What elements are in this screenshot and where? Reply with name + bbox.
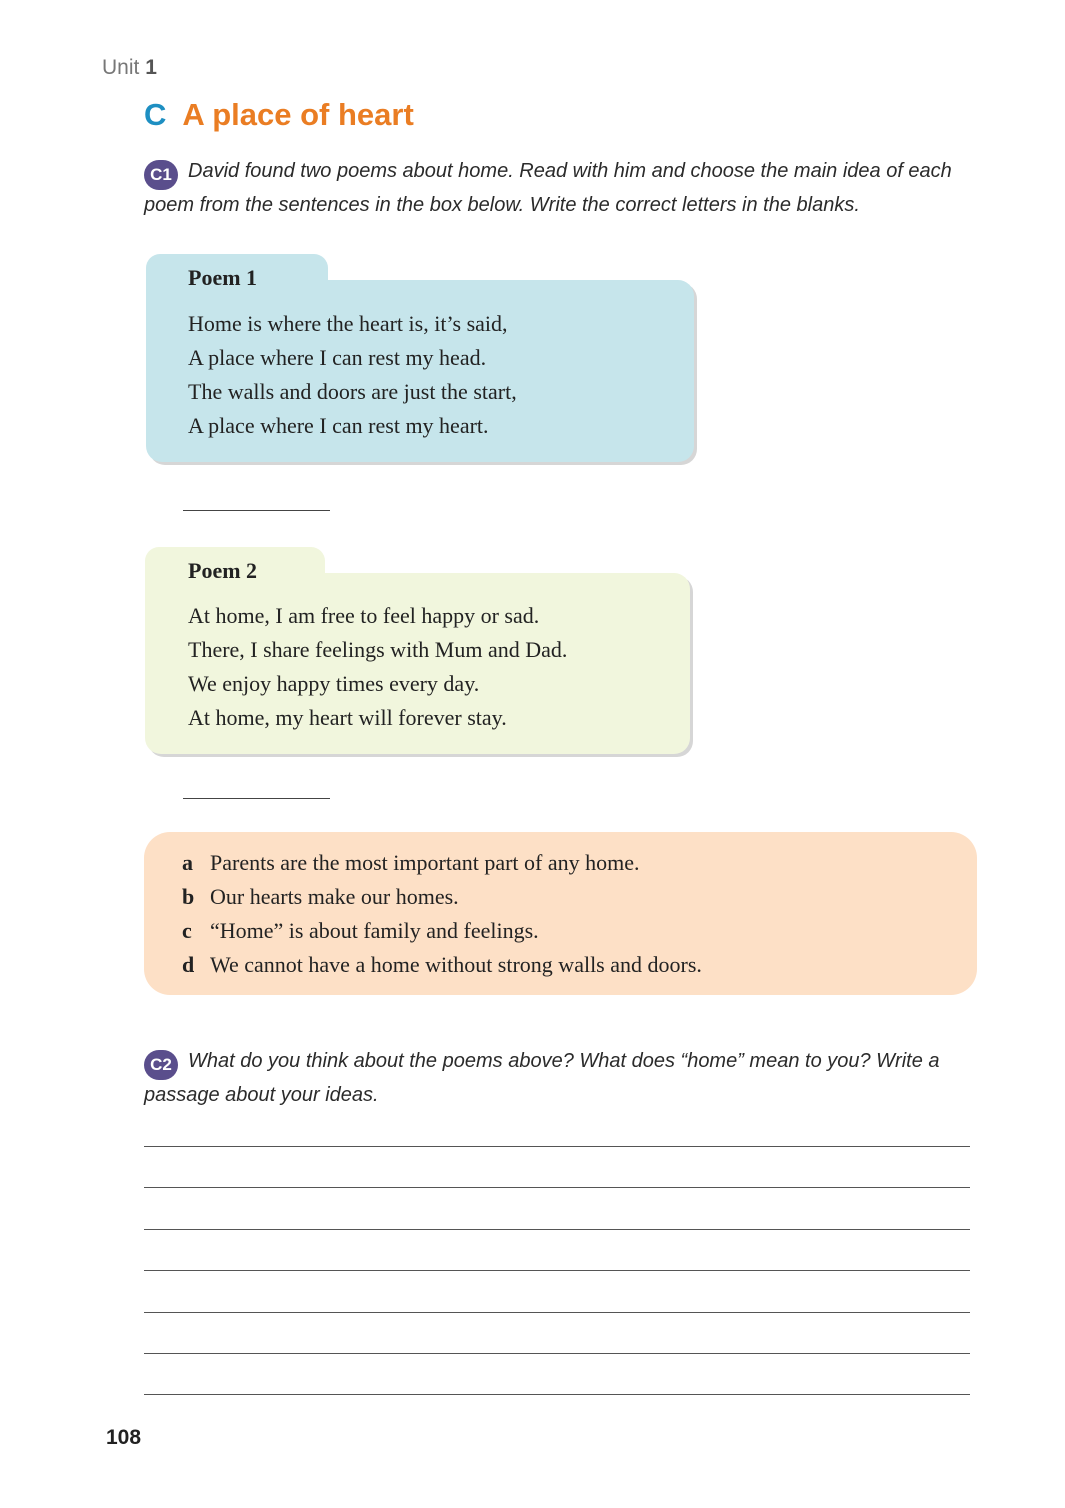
poem2-line: At home, my heart will forever stay. xyxy=(188,705,507,730)
poem1-line: Home is where the heart is, it’s said, xyxy=(188,311,508,336)
writing-line[interactable] xyxy=(144,1229,970,1230)
poem1-line: A place where I can rest my head. xyxy=(188,345,487,370)
poem2-answer-blank[interactable] xyxy=(183,798,330,799)
option-row xyxy=(182,850,640,876)
writing-line[interactable] xyxy=(144,1394,970,1395)
option-row xyxy=(182,918,539,944)
writing-line[interactable] xyxy=(144,1270,970,1271)
writing-line[interactable] xyxy=(144,1187,970,1188)
section-title xyxy=(144,97,414,133)
c1-instruction xyxy=(144,156,984,220)
c1-badge: C1 xyxy=(144,160,178,190)
poem2-line: There, I share feelings with Mum and Dad. xyxy=(188,637,568,662)
writing-line[interactable] xyxy=(144,1312,970,1313)
option-row xyxy=(182,952,702,978)
unit-label xyxy=(102,56,157,80)
option-text: Parents are the most important part of any home. xyxy=(210,850,640,875)
poem1-line: The walls and doors are just the start, xyxy=(188,379,517,404)
writing-line[interactable] xyxy=(144,1146,970,1147)
c2-instruction xyxy=(144,1046,974,1110)
poem2-line: At home, I am free to feel happy or sad. xyxy=(188,603,540,628)
section-letter: C xyxy=(144,97,167,132)
poem2-line: We enjoy happy times every day. xyxy=(188,671,480,696)
c2-badge: C2 xyxy=(144,1050,178,1080)
option-letter: c xyxy=(182,918,192,943)
section-name: A place of heart xyxy=(182,97,414,132)
options-box xyxy=(144,832,977,995)
poem1-lines xyxy=(188,307,517,443)
poem2-title: Poem 2 xyxy=(188,558,258,583)
c1-instruction-text: David found two poems about home. Read with him and choose the main idea of each poem from the sentences in the box below. Write the correct letters in the blanks. xyxy=(144,160,952,216)
option-text: Our hearts make our homes. xyxy=(210,884,459,909)
poem1-answer-blank[interactable] xyxy=(183,510,330,511)
option-letter: d xyxy=(182,952,195,977)
option-text: “Home” is about family and feelings. xyxy=(210,918,539,943)
unit-word: Unit xyxy=(102,56,140,79)
poem1-title: Poem 1 xyxy=(188,265,258,290)
option-row xyxy=(182,884,459,910)
page-number: 108 xyxy=(106,1426,142,1449)
option-text: We cannot have a home without strong walls and doors. xyxy=(210,952,702,977)
option-letter: b xyxy=(182,884,195,909)
option-letter: a xyxy=(182,850,193,875)
writing-line[interactable] xyxy=(144,1353,970,1354)
poem1-line: A place where I can rest my heart. xyxy=(188,413,489,438)
unit-number: 1 xyxy=(145,56,157,79)
c2-instruction-text: What do you think about the poems above? What does “home” mean to you? Write a passage about your ideas. xyxy=(144,1050,940,1106)
poem2-lines xyxy=(188,599,567,735)
